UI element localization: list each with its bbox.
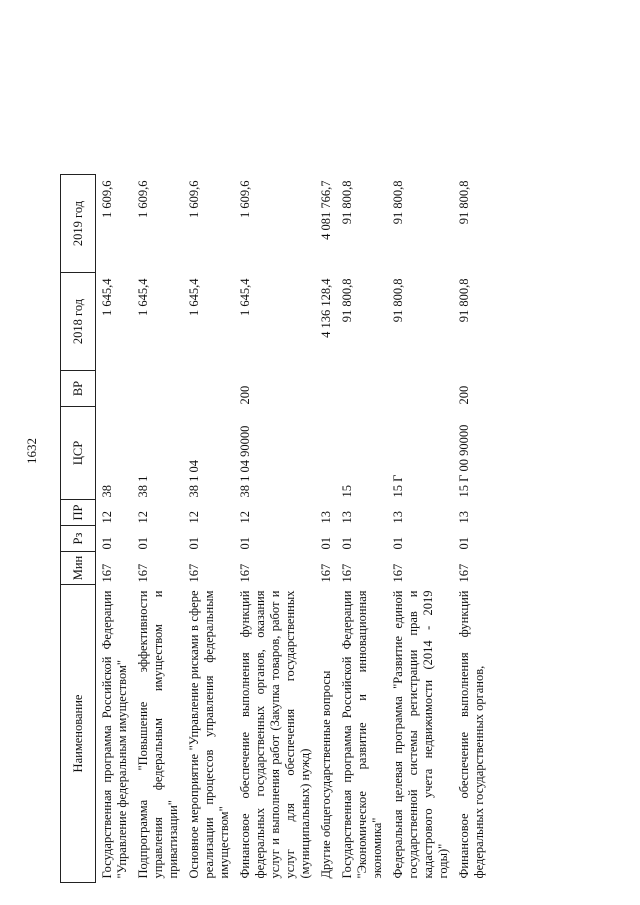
row-pr: 13	[391, 511, 405, 524]
row-min: 167	[136, 563, 150, 583]
table-row	[234, 175, 315, 883]
row-csr: 38 1 04 90000	[238, 425, 252, 498]
row-2019: 1 609,6	[100, 180, 114, 218]
row-csr: 38	[100, 485, 114, 498]
row-2019: 91 800,8	[457, 180, 471, 225]
table-header-row	[61, 175, 96, 883]
row-pr: 12	[238, 511, 252, 524]
row-vr	[132, 371, 183, 407]
row-pr: 12	[100, 511, 114, 524]
row-rz: 01	[136, 537, 150, 550]
row-2019: 4 081 766,7	[319, 180, 333, 240]
row-pr: 12	[187, 511, 201, 524]
header-csr: ЦСР	[61, 407, 96, 500]
row-min: 167	[391, 563, 405, 583]
row-csr: 15	[340, 485, 354, 498]
row-rz: 01	[457, 537, 471, 550]
page-number: 1632	[24, 438, 39, 464]
row-min: 167	[457, 563, 471, 583]
table-row	[336, 175, 387, 883]
row-2019: 1 609,6	[238, 180, 252, 218]
header-vr: ВР	[61, 371, 96, 407]
row-2018: 1 645,4	[100, 278, 114, 316]
row-pr: 13	[340, 511, 354, 524]
table-row	[132, 175, 183, 883]
header-min: Мин	[61, 552, 96, 585]
row-rz: 01	[187, 537, 201, 550]
row-name: Другие общегосударственные вопросы	[319, 670, 333, 879]
row-2018: 4 136 128,4	[319, 278, 333, 338]
row-2018: 1 645,4	[136, 278, 150, 316]
row-min: 167	[319, 563, 333, 583]
row-name: Основное мероприятие "Управление рисками в сфере реализации процессов управления федеральным имуществом"	[187, 590, 231, 879]
row-2019: 91 800,8	[391, 180, 405, 225]
row-vr	[336, 371, 387, 407]
table-row	[387, 175, 453, 883]
table-row	[183, 175, 234, 883]
row-min: 167	[238, 563, 252, 583]
row-vr	[387, 371, 453, 407]
row-name: Финансовое обеспечение выполнения функций федеральных государственных органов,	[457, 590, 486, 879]
row-csr: 15 Г 00 90000	[457, 424, 471, 498]
row-name: Финансовое обеспечение выполнения функций федеральных государственных органов, оказания услуг и выполнения работ (Закупка товаров, работ и услуг для обеспечения государственных (муниципальных) нужд)	[238, 590, 312, 879]
row-name: Подпрограмма "Повышение эффективности управления федеральным имуществом и приватизации"	[136, 590, 180, 879]
row-rz: 01	[100, 537, 114, 550]
row-csr: 15 Г	[391, 474, 405, 498]
header-2018: 2018 год	[61, 273, 96, 371]
row-2018: 91 800,8	[340, 278, 354, 323]
table-row	[96, 175, 133, 883]
header-rz: Рз	[61, 526, 96, 552]
row-2018: 91 800,8	[391, 278, 405, 323]
row-name: Государственная программа Российской Федерации "Экономическое развитие и инновационная экономика"	[340, 590, 384, 879]
row-pr: 12	[136, 511, 150, 524]
row-rz: 01	[238, 537, 252, 550]
header-pr: ПР	[61, 500, 96, 526]
row-vr: 200	[457, 385, 471, 405]
row-2018: 91 800,8	[457, 278, 471, 323]
row-vr	[183, 371, 234, 407]
table-row	[315, 175, 336, 883]
header-name: Наименование	[61, 585, 96, 883]
row-min: 167	[340, 563, 354, 583]
row-2019: 1 609,6	[136, 180, 150, 218]
row-vr	[96, 371, 133, 407]
header-2019: 2019 год	[61, 175, 96, 273]
row-csr	[315, 407, 336, 500]
row-pr: 13	[457, 511, 471, 524]
row-vr: 200	[238, 385, 252, 405]
row-min: 167	[100, 563, 114, 583]
row-pr: 13	[319, 511, 333, 524]
row-csr: 38 1	[136, 475, 150, 498]
row-2019: 91 800,8	[340, 180, 354, 225]
row-rz: 01	[391, 537, 405, 550]
row-2019: 1 609,6	[187, 180, 201, 218]
row-2018: 1 645,4	[238, 278, 252, 316]
budget-table	[60, 174, 489, 883]
row-min: 167	[187, 563, 201, 583]
row-csr: 38 1 04	[187, 460, 201, 498]
row-rz: 01	[319, 537, 333, 550]
row-name: Федеральная целевая программа "Развитие единой государственной системы регистрации прав и кадастрового учета недвижимости (2014 - 2019 годы)"	[391, 590, 450, 879]
row-rz: 01	[340, 537, 354, 550]
row-name: Государственная программа Российской Федерации "Управление федеральным имуществом"	[100, 590, 129, 879]
row-2018: 1 645,4	[187, 278, 201, 316]
row-vr	[315, 371, 336, 407]
table-row	[453, 175, 489, 883]
